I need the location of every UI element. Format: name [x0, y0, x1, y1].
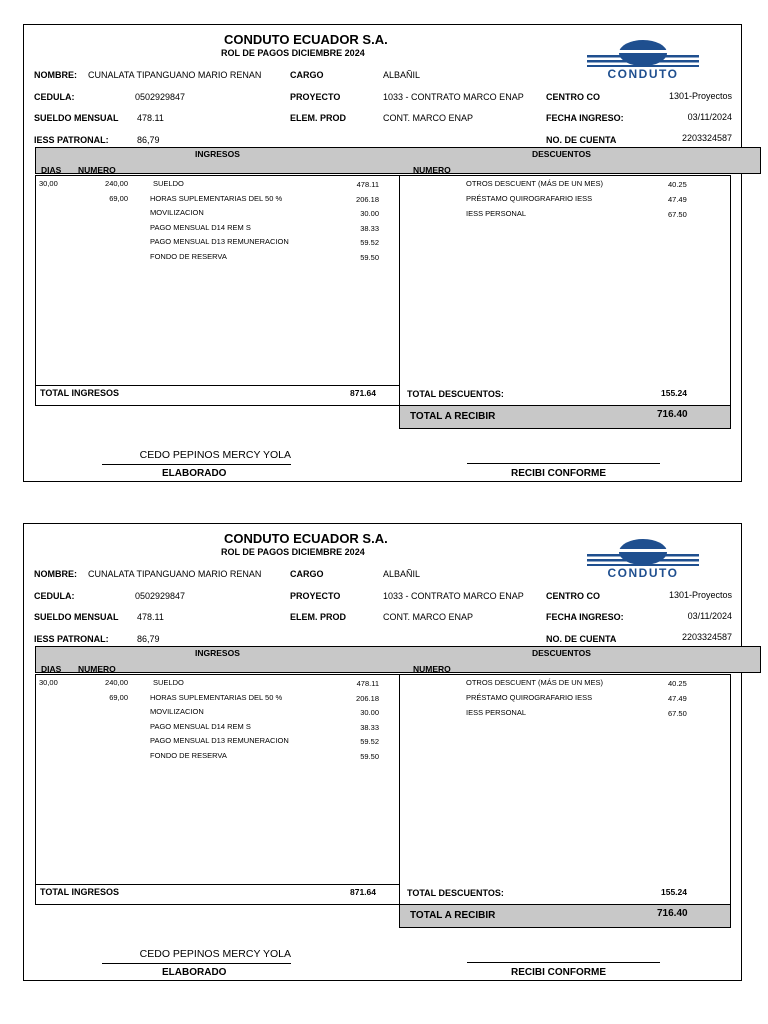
ingresos-heading: INGRESOS: [195, 149, 240, 159]
cuenta-label: NO. DE CUENTA: [546, 135, 617, 145]
fecha-value: 03/11/2024: [687, 112, 732, 122]
descuento-concepto: PRÉSTAMO QUIROGRAFARIO IESS: [466, 693, 593, 702]
recibi-signature-line: [467, 463, 660, 464]
nombre-label: NOMBRE:: [34, 569, 77, 579]
ingreso-valor: 478.11: [356, 679, 379, 688]
descuento-valor: 47.49: [668, 195, 687, 204]
ingreso-concepto: FONDO DE RESERVA: [150, 750, 227, 760]
cuenta-value: 2203324587: [681, 632, 732, 642]
fecha-label: FECHA INGRESO:: [546, 113, 624, 123]
signature-name: CEDO PEPINOS MERCY YOLA: [102, 948, 291, 964]
ingreso-valor: 59.50: [360, 751, 379, 761]
elem-prod-value: CONT. MARCO ENAP: [383, 612, 474, 622]
ingreso-concepto: SUELDO: [153, 179, 184, 188]
conduto-logo: [587, 38, 699, 80]
elaborado-label: ELABORADO: [162, 468, 227, 479]
descuento-concepto: IESS PERSONAL: [466, 209, 527, 218]
sueldo-label: SUELDO MENSUAL: [34, 113, 119, 123]
descuento-concepto: OTROS DESCUENT (MÁS DE UN MES): [466, 678, 603, 687]
proyecto-value: 1033 - CONTRATO MARCO ENAP: [383, 92, 524, 102]
cedula-value: 0502929847: [135, 92, 186, 102]
total-ingresos-label: TOTAL INGRESOS: [40, 887, 120, 897]
recibi-label: RECIBI CONFORME: [511, 468, 606, 479]
centro-value: 1301-Proyectos: [668, 91, 732, 101]
section-header-bar: [35, 147, 761, 174]
ingreso-valor: 206.18: [356, 693, 379, 703]
iess-patronal-label: IESS PATRONAL:: [34, 135, 109, 145]
ingreso-concepto: HORAS SUPLEMENTARIAS DEL 50 %: [150, 193, 283, 203]
proyecto-label: PROYECTO: [290, 92, 341, 102]
ingreso-concepto: FONDO DE RESERVA: [150, 251, 227, 261]
numero-desc-header: NUMERO: [413, 664, 451, 674]
ingreso-concepto: MOVILIZACION: [150, 707, 204, 716]
iess-patronal-value: 86,79: [137, 634, 160, 644]
elaborado-label: ELABORADO: [162, 967, 227, 978]
ingreso-valor: 30.00: [360, 209, 379, 218]
ingresos-heading: INGRESOS: [195, 648, 240, 658]
descuento-valor: 67.50: [668, 709, 687, 718]
elem-prod-label: ELEM. PROD: [290, 612, 347, 622]
cuenta-value: 2203324587: [681, 133, 732, 143]
dias-header: DIAS: [41, 664, 62, 674]
ingreso-concepto: MOVILIZACION: [150, 208, 204, 217]
total-ingresos-value: 871.64: [350, 887, 376, 897]
total-descuentos-value: 155.24: [661, 887, 687, 897]
ingreso-numero: 240,00: [105, 678, 128, 687]
ingreso-numero: 69,00: [109, 692, 128, 702]
sueldo-label: SUELDO MENSUAL: [34, 612, 119, 622]
total-ingresos-value: 871.64: [350, 388, 376, 398]
descuento-valor: 47.49: [668, 694, 687, 703]
logo-text: CONDUTO: [607, 67, 679, 80]
descuentos-heading: DESCUENTOS: [532, 648, 591, 658]
ingreso-numero: 69,00: [109, 193, 128, 203]
signature-name: CEDO PEPINOS MERCY YOLA: [102, 449, 291, 465]
nombre-value: CUNALATA TIPANGUANO MARIO RENAN: [88, 569, 262, 579]
total-descuentos-value: 155.24: [661, 388, 687, 398]
cedula-value: 0502929847: [135, 591, 186, 601]
descuentos-heading: DESCUENTOS: [532, 149, 591, 159]
payroll-period: ROL DE PAGOS DICIEMBRE 2024: [221, 48, 365, 58]
payslip-copy-1: [23, 24, 742, 482]
ingreso-valor: 59.52: [360, 737, 379, 746]
centro-label: CENTRO CO: [546, 591, 600, 601]
cargo-label: CARGO: [290, 70, 324, 80]
iess-patronal-label: IESS PATRONAL:: [34, 634, 109, 644]
conduto-logo: [587, 537, 699, 579]
numero-header: NUMERO: [78, 664, 116, 674]
ingreso-concepto: PAGO MENSUAL D14 REM S: [150, 222, 251, 232]
ingreso-valor: 38.33: [360, 223, 379, 233]
total-descuentos-label: TOTAL DESCUENTOS:: [407, 389, 504, 399]
recibi-label: RECIBI CONFORME: [511, 967, 606, 978]
total-descuentos-label: TOTAL DESCUENTOS:: [407, 888, 504, 898]
descuento-concepto: IESS PERSONAL: [466, 708, 527, 717]
ingreso-valor: 59.52: [360, 238, 379, 247]
ingreso-valor: 38.33: [360, 722, 379, 732]
total-recibir-value: 716.40: [657, 409, 688, 420]
cuenta-label: NO. DE CUENTA: [546, 634, 617, 644]
total-ingresos-label: TOTAL INGRESOS: [40, 388, 120, 398]
proyecto-label: PROYECTO: [290, 591, 341, 601]
ingreso-valor: 30.00: [360, 708, 379, 717]
fecha-value: 03/11/2024: [687, 611, 732, 621]
section-header-bar: [35, 646, 761, 673]
total-recibir-value: 716.40: [657, 908, 688, 919]
ingreso-valor: 206.18: [356, 194, 379, 204]
cedula-label: CEDULA:: [34, 591, 75, 601]
cargo-value: ALBAÑIL: [383, 569, 421, 579]
ingreso-dias: 30,00: [39, 678, 58, 687]
descuento-valor: 40.25: [668, 679, 687, 688]
sueldo-value: 478.11: [137, 612, 164, 622]
company-name: CONDUTO ECUADOR S.A.: [224, 32, 388, 47]
ingreso-valor: 59.50: [360, 252, 379, 262]
centro-value: 1301-Proyectos: [668, 590, 732, 600]
nombre-value: CUNALATA TIPANGUANO MARIO RENAN: [88, 70, 262, 80]
cargo-label: CARGO: [290, 569, 324, 579]
elem-prod-label: ELEM. PROD: [290, 113, 347, 123]
cargo-value: ALBAÑIL: [383, 70, 421, 80]
ingreso-concepto: PAGO MENSUAL D13 REMUNERACION: [150, 237, 289, 246]
dias-header: DIAS: [41, 165, 62, 175]
ingreso-concepto: PAGO MENSUAL D13 REMUNERACION: [150, 736, 289, 745]
payslip-copy-2: [23, 523, 742, 981]
cedula-label: CEDULA:: [34, 92, 75, 102]
ingreso-concepto: PAGO MENSUAL D14 REM S: [150, 721, 251, 731]
total-recibir-label: TOTAL A RECIBIR: [410, 910, 496, 921]
logo-text: CONDUTO: [607, 566, 679, 579]
payroll-period: ROL DE PAGOS DICIEMBRE 2024: [221, 547, 365, 557]
total-recibir-label: TOTAL A RECIBIR: [410, 411, 496, 422]
descuento-valor: 40.25: [668, 180, 687, 189]
centro-label: CENTRO CO: [546, 92, 600, 102]
numero-header: NUMERO: [78, 165, 116, 175]
recibi-signature-line: [467, 962, 660, 963]
ingreso-concepto: HORAS SUPLEMENTARIAS DEL 50 %: [150, 692, 283, 702]
iess-patronal-value: 86,79: [137, 135, 160, 145]
descuento-concepto: PRÉSTAMO QUIROGRAFARIO IESS: [466, 194, 593, 203]
ingreso-numero: 240,00: [105, 179, 128, 188]
nombre-label: NOMBRE:: [34, 70, 77, 80]
sueldo-value: 478.11: [137, 113, 164, 123]
proyecto-value: 1033 - CONTRATO MARCO ENAP: [383, 591, 524, 601]
descuento-concepto: OTROS DESCUENT (MÁS DE UN MES): [466, 179, 603, 188]
numero-desc-header: NUMERO: [413, 165, 451, 175]
ingreso-concepto: SUELDO: [153, 678, 184, 687]
ingreso-dias: 30,00: [39, 179, 58, 188]
ingreso-valor: 478.11: [356, 180, 379, 189]
descuento-valor: 67.50: [668, 210, 687, 219]
company-name: CONDUTO ECUADOR S.A.: [224, 531, 388, 546]
fecha-label: FECHA INGRESO:: [546, 612, 624, 622]
elem-prod-value: CONT. MARCO ENAP: [383, 113, 474, 123]
